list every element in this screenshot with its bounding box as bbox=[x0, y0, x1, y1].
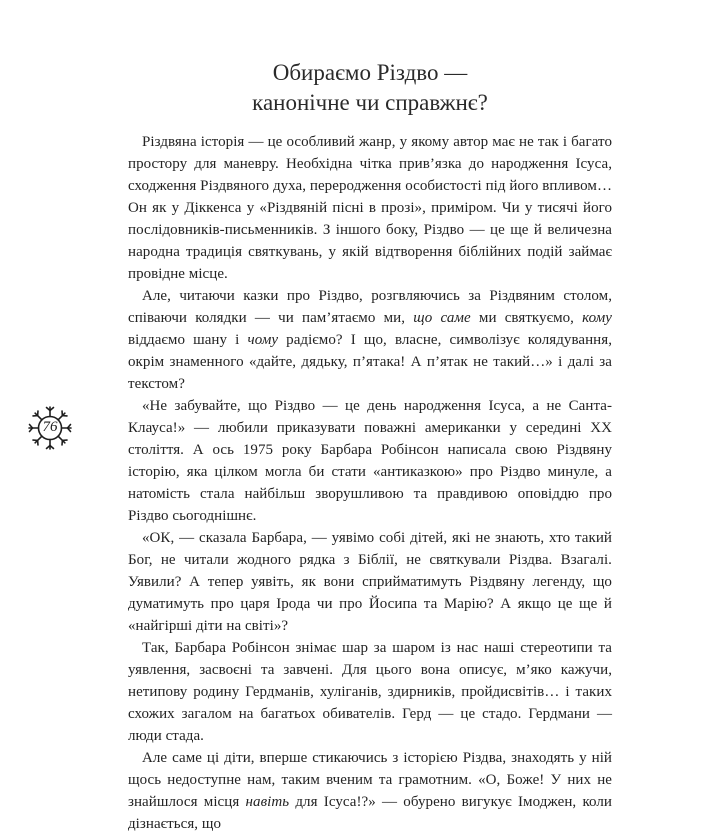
paragraph-2-text-d: радіємо? І що, власне, символізує колядування, окрім знаменного «дайте, дядьку, п’ятака! А п’ятак не такий…» і далі за текстом? bbox=[128, 332, 612, 392]
paragraph-3 bbox=[128, 395, 612, 527]
paragraph-2-emphasis-b: кому bbox=[582, 310, 612, 326]
paragraph-6 bbox=[128, 747, 612, 835]
paragraph-2-text-c: віддаємо шану і bbox=[128, 332, 248, 348]
paragraph-6-text-b: для Ісуса!?» — обурено вигукує Імоджен, коли дізнається, що bbox=[128, 794, 612, 832]
paragraph-2-text-b: ми святкуємо, bbox=[470, 310, 583, 326]
paragraph-2-emphasis-a: що саме bbox=[413, 310, 471, 326]
title-line-2: канонічне чи справжнє? bbox=[252, 90, 488, 115]
paragraph-5-text: Так, Барбара Робінсон знімає шар за шаром із нас наші стереотипи та уявлення, засвоєні та завчені. Для цього вона описує, м’яко кажучи, нетипову родину Гердманів, хуліганів, здирників, пройдисвітів… і таких схожих загалом на багатьох обивателів. Герд — це стадо. Гердмани — люди стада. bbox=[128, 640, 612, 744]
paragraph-2-emphasis-c: чому bbox=[247, 332, 279, 348]
paragraph-6-emphasis-a: навіть bbox=[245, 794, 290, 810]
paragraph-6-text-a: Але саме ці діти, вперше стикаючись з історією Різдва, знаходять у ній щось недоступне нам, таким вченим та грамотним. «О, Боже! У них не знайшлося місця bbox=[128, 750, 612, 810]
body-text bbox=[128, 131, 612, 835]
paragraph-5 bbox=[128, 637, 612, 747]
paragraph-4-text: «ОК, — сказала Барбара, — уявімо собі дітей, які не знають, хто такий Бог, не читали жодного рядка з Біблії, не святкували Різдва. Взагалі. Уявили? А тепер уявіть, як вони сприйматимуть Різдвяну легенду, що думатимуть про царя Ірода чи про Йосипа та Марію? А якщо це ще й «найгірші діти на світі»? bbox=[128, 530, 612, 634]
paragraph-3-text: «Не забувайте, що Різдво — це день народження Ісуса, а не Санта-Клауса!» — любили приказувати поважні американки у середині XX століття. А ось 1975 року Барбара Робінсон написала свою Різдвяну історію, яка цілком могла би стати «антиказкою» про Різдво минуле, а натомість стала найбільш зворушливою та правдивою оповіддю про Різдво сьогоднішнє. bbox=[128, 398, 612, 524]
paragraph-4 bbox=[128, 527, 612, 637]
page-folio bbox=[26, 404, 74, 452]
page-number: 76 bbox=[42, 419, 58, 435]
paragraph-2-text-a: Але, читаючи казки про Різдво, розгвляючись за Різдвяним столом, співаючи колядки — чи пам’ятаємо ми, bbox=[128, 288, 612, 326]
paragraph-2 bbox=[128, 285, 612, 395]
paragraph-1-text: Різдвяна історія — це особливий жанр, у якому автор має не так і багато простору для маневру. Необхідна чітка прив’язка до народження Ісуса, сходження Різдвяного духа, переродження особистості під його впливом… Он як у Діккенса у «Різдвяній пісні в прозі», приміром. Чи у тисячі його послідовників-письменників. З іншого боку, Різдво — це ще й величезна народна традиція святкувань, у якій відтворення біблійних подій займає провідне місце. bbox=[128, 134, 612, 282]
title-line-1: Обираємо Різдво — bbox=[272, 60, 468, 85]
paragraph-1 bbox=[128, 131, 612, 285]
page-title bbox=[120, 58, 620, 118]
